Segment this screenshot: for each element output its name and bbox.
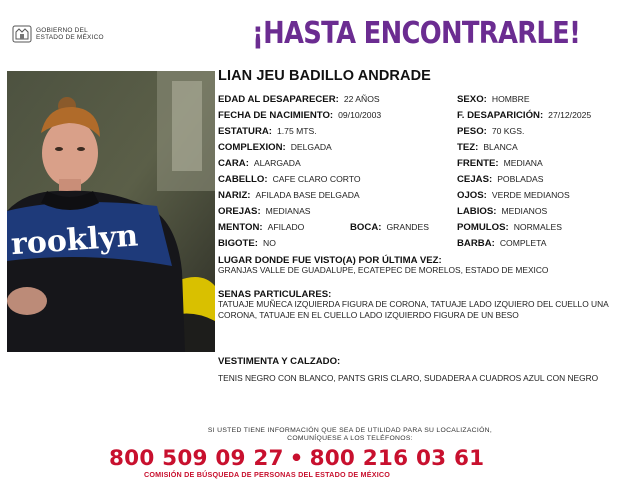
field-row xyxy=(457,174,544,185)
field-value: MEDIANOS xyxy=(501,206,548,216)
field-value: COMPLETA xyxy=(499,238,547,248)
field-label: OJOS: xyxy=(457,190,487,201)
footer-commission: COMISIÓN DE BÚSQUEDA DE PERSONAS DEL ESTADO DE MÉXICO xyxy=(144,470,391,479)
field-label: COMPLEXION: xyxy=(218,142,286,153)
field-value: NORMALES xyxy=(513,222,562,232)
contact-info-line-2: COMUNÍQUESE A LOS TELÉFONOS: xyxy=(287,435,413,442)
field-value: AFILADO xyxy=(267,222,305,232)
field-label: EDAD AL DESAPARECER: xyxy=(218,94,339,105)
clothing-title: VESTIMENTA Y CALZADO: xyxy=(218,356,341,367)
field-row xyxy=(457,94,530,105)
field-label: PESO: xyxy=(457,126,487,137)
field-row xyxy=(457,238,546,249)
field-label: FECHA DE NACIMIENTO: xyxy=(218,110,334,121)
field-value: 09/10/2003 xyxy=(338,110,382,120)
field-value: CAFE CLARO CORTO xyxy=(272,174,361,184)
field-value: BLANCA xyxy=(483,142,518,152)
field-label: F. DESAPARICIÓN: xyxy=(457,110,544,121)
field-value: ALARGADA xyxy=(253,158,301,168)
field-row xyxy=(457,126,524,137)
field-label: CABELLO: xyxy=(218,174,268,185)
field-label: CEJAS: xyxy=(457,174,493,185)
field-value: 22 AÑOS xyxy=(343,94,380,104)
marks-text: TATUAJE MUÑECA IZQUIERDA FIGURA DE CORONA, TATUAJE LADO IZQUIERO DEL CUELLO UNA CORONA, TATUAJE EN EL CUELLO LADO IZQUIERDO FIGURA DE UN BESO xyxy=(218,299,609,321)
field-row xyxy=(218,110,381,121)
field-row xyxy=(218,238,276,249)
field-row xyxy=(218,94,380,105)
marks-title: SENAS PARTICULARES: xyxy=(218,289,332,300)
photo-illustration xyxy=(7,71,215,352)
field-row xyxy=(218,190,360,201)
person-name: LIAN JEU BADILLO ANDRADE xyxy=(218,68,431,84)
clothing-text: TENIS NEGRO CON BLANCO, PANTS GRIS CLARO, SUDADERA A CUADROS AZUL CON NEGRO xyxy=(218,373,599,383)
field-value: NO xyxy=(262,238,276,248)
field-value: MEDIANA xyxy=(503,158,543,168)
field-row xyxy=(218,126,317,137)
field-label: LABIOS: xyxy=(457,206,497,217)
field-value: 27/12/2025 xyxy=(548,110,592,120)
field-label: BIGOTE: xyxy=(218,238,258,249)
field-value: DELGADA xyxy=(290,142,332,152)
field-row xyxy=(457,110,591,121)
field-row xyxy=(218,174,361,185)
government-logo xyxy=(12,22,122,46)
field-label: NARIZ: xyxy=(218,190,251,201)
field-row xyxy=(457,190,570,201)
jacket-text: rooklyn xyxy=(9,218,140,263)
missing-person-photo xyxy=(7,71,215,352)
field-label: OREJAS: xyxy=(218,206,261,217)
field-row xyxy=(457,158,543,169)
field-row xyxy=(457,206,547,217)
field-value: AFILADA BASE DELGADA xyxy=(255,190,360,200)
field-row xyxy=(218,158,301,169)
field-label: MENTON: xyxy=(218,222,263,233)
last-seen-text: GRANJAS VALLE DE GUADALUPE, ECATEPEC DE MORELOS, ESTADO DE MEXICO xyxy=(218,265,549,275)
state-seal-icon xyxy=(12,24,32,44)
field-label: FRENTE: xyxy=(457,158,499,169)
field-value: 70 KGS. xyxy=(491,126,525,136)
field-label: TEZ: xyxy=(457,142,479,153)
logo-text xyxy=(36,27,104,41)
field-value: 1.75 MTS. xyxy=(277,126,317,136)
field-label: BOCA: xyxy=(350,222,382,233)
field-value: HOMBRE xyxy=(491,94,530,104)
field-value: GRANDES xyxy=(386,222,429,232)
phone-1[interactable]: 800 509 09 27 xyxy=(109,446,284,471)
logo-line-1: GOBIERNO DEL xyxy=(36,27,88,34)
field-label: ESTATURA: xyxy=(218,126,273,137)
field-label: CARA: xyxy=(218,158,249,169)
field-label: POMULOS: xyxy=(457,222,509,233)
field-boca xyxy=(350,222,429,233)
field-value: MEDIANAS xyxy=(265,206,311,216)
field-row xyxy=(457,142,518,153)
field-row xyxy=(218,206,311,217)
field-label: SEXO: xyxy=(457,94,487,105)
contact-info-line-1: SI USTED TIENE INFORMACIÓN QUE SEA DE UTILIDAD PARA SU LOCALIZACIÓN, xyxy=(207,427,493,434)
last-seen-title: LUGAR DONDE FUE VISTO(A) POR ÚLTIMA VEZ: xyxy=(218,255,442,266)
field-value: POBLADAS xyxy=(497,174,544,184)
field-row xyxy=(218,142,332,153)
field-row xyxy=(457,222,562,233)
logo-line-2: ESTADO DE MÉXICO xyxy=(36,34,104,41)
phone-numbers xyxy=(109,446,509,471)
field-label: BARBA: xyxy=(457,238,495,249)
field-row xyxy=(218,222,304,233)
headline: ¡HASTA ENCONTRARLE! xyxy=(252,16,581,51)
phone-2[interactable]: 800 216 03 61 xyxy=(309,446,485,471)
phone-separator: • xyxy=(289,446,304,471)
field-value: VERDE MEDIANOS xyxy=(491,190,570,200)
